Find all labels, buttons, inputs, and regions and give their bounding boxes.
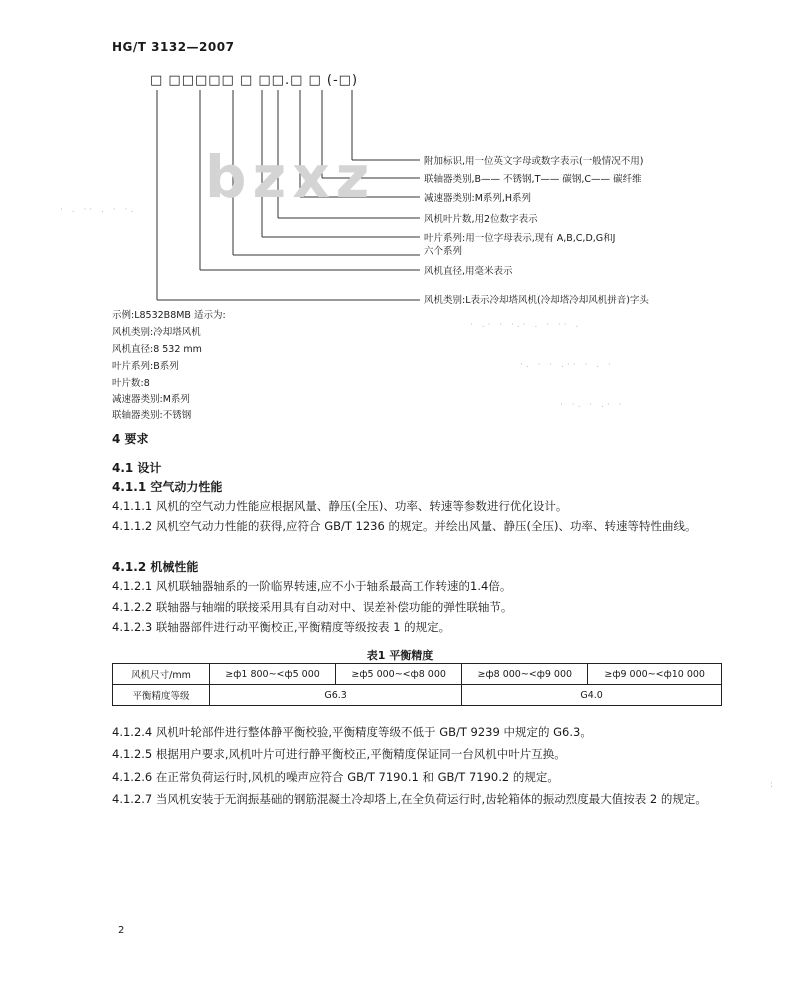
section-4-1-2-heading: 4.1.2 机械性能 bbox=[112, 560, 199, 574]
annotation-additional-mark: 附加标识,用一位英文字母或数字表示(一般情况不用) bbox=[424, 156, 644, 167]
table-row bbox=[113, 685, 722, 706]
table-cell: ≥ф8 000~<ф9 000 bbox=[462, 664, 588, 685]
scan-noise: · . ·· . · ·. bbox=[60, 205, 137, 215]
example-line: 联轴器类别:不锈钢 bbox=[112, 410, 192, 421]
table-row bbox=[113, 664, 722, 685]
scan-noise: · .· · ·.· . · ·· . bbox=[470, 320, 582, 330]
section-4-heading: 4 要求 bbox=[112, 432, 149, 446]
clause-4-1-2-4: 4.1.2.4 风机叶轮部件进行整体静平衡校验,平衡精度等级不低于 GB/T 9239 中规定的 G6.3。 bbox=[112, 725, 592, 739]
annotation-coupling-type: 联轴器类别,B—— 不锈钢,T—— 碳钢,C—— 碳纤维 bbox=[424, 174, 642, 185]
annotation-blade-series: 叶片系列:用一位字母表示,现有 A,B,C,D,G和J bbox=[424, 233, 616, 244]
table-1-title: 表1 平衡精度 bbox=[366, 649, 434, 662]
annotation-six-series: 六个系列 bbox=[424, 246, 463, 257]
table-cell: 风机尺寸/mm bbox=[113, 664, 210, 685]
page-number: 2 bbox=[118, 925, 125, 936]
example-heading: 示例:L8532B8MB 适示为: bbox=[112, 310, 226, 321]
table-cell: ≥ф9 000~<ф10 000 bbox=[588, 664, 722, 685]
clause-4-1-2-3: 4.1.2.3 联轴器部件进行动平衡校正,平衡精度等级按表 1 的规定。 bbox=[112, 620, 451, 634]
clause-4-1-2-5: 4.1.2.5 根据用户要求,风机叶片可进行静平衡校正,平衡精度保证同一台风机中叶片互换。 bbox=[112, 747, 566, 761]
table-cell: G4.0 bbox=[462, 685, 722, 706]
clause-4-1-1-2: 4.1.1.2 风机空气动力性能的获得,应符合 GB/T 1236 的规定。并绘出风量、静压(全压)、功率、转速等特性曲线。 bbox=[112, 519, 697, 533]
balance-precision-table bbox=[112, 663, 722, 706]
scan-noise: ·. · · .·· · . · bbox=[520, 360, 614, 370]
example-line: 风机直径:8 532 mm bbox=[112, 344, 202, 355]
watermark: bzxz bbox=[205, 143, 376, 211]
table-cell: 平衡精度等级 bbox=[113, 685, 210, 706]
annotation-blade-count: 风机叶片数,用2位数字表示 bbox=[424, 214, 538, 225]
table-cell: ≥ф5 000~<ф8 000 bbox=[336, 664, 462, 685]
clause-4-1-2-7: 4.1.2.7 当风机安装于无润振基础的钢筋混凝土冷却塔上,在全负荷运行时,齿轮箱体的振动烈度最大值按表 2 的规定。 bbox=[112, 792, 707, 806]
annotation-fan-diameter: 风机直径,用毫米表示 bbox=[424, 266, 513, 277]
annotation-reducer-type: 减速器类别:M系列,H系列 bbox=[424, 193, 532, 204]
designation-code-format: □ □□□□□ □ □□.□ □ (-□) bbox=[150, 73, 359, 88]
section-4-1-heading: 4.1 设计 bbox=[112, 461, 162, 475]
annotation-fan-type: 风机类别:L表示冷却塔风机(冷却塔冷却风机拼音)字头 bbox=[424, 295, 649, 306]
example-line: 风机类别:冷却塔风机 bbox=[112, 327, 201, 338]
scan-noise: · ·. · .· · bbox=[560, 400, 625, 410]
example-line: 减速器类别:M系列 bbox=[112, 394, 190, 405]
table-cell: ≥ф1 800~<ф5 000 bbox=[210, 664, 336, 685]
clause-4-1-2-1: 4.1.2.1 风机联轴器轴系的一阶临界转速,应不小于轴系最高工作转速的1.4倍。 bbox=[112, 579, 512, 593]
standard-number: HG/T 3132—2007 bbox=[112, 40, 235, 54]
example-line: 叶片数:8 bbox=[112, 378, 150, 389]
scan-noise: : bbox=[770, 780, 777, 790]
table-cell: G6.3 bbox=[210, 685, 462, 706]
clause-4-1-2-6: 4.1.2.6 在正常负荷运行时,风机的噪声应符合 GB/T 7190.1 和 GB/T 7190.2 的规定。 bbox=[112, 770, 559, 784]
clause-4-1-1-1: 4.1.1.1 风机的空气动力性能应根据风量、静压(全压)、功率、转速等参数进行优化设计。 bbox=[112, 499, 568, 513]
clause-4-1-2-2: 4.1.2.2 联轴器与轴端的联接采用具有自动对中、误差补偿功能的弹性联轴节。 bbox=[112, 600, 513, 614]
section-4-1-1-heading: 4.1.1 空气动力性能 bbox=[112, 480, 223, 494]
example-line: 叶片系列:B系列 bbox=[112, 361, 179, 372]
